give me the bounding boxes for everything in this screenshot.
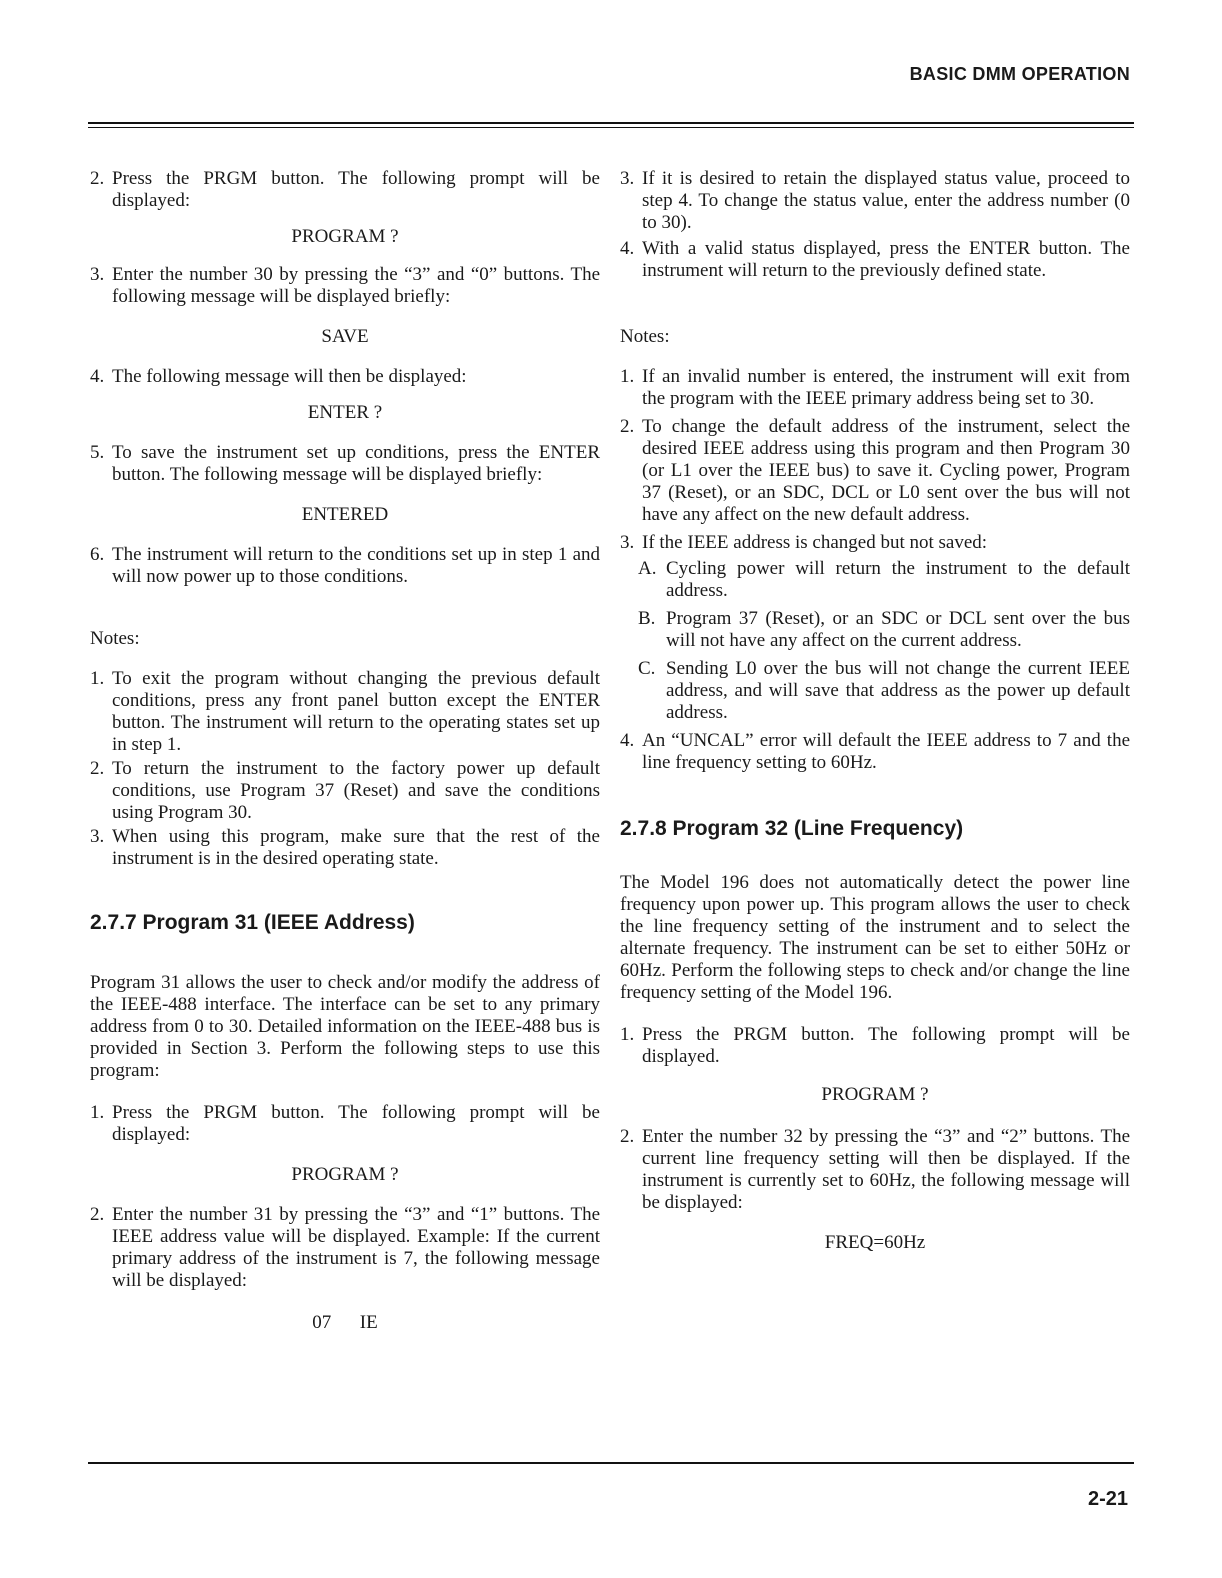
- paragraph: Program 31 allows the user to check and/or modify the address of the IEEE-488 interface. The interface can be set to any primary address from 0 to 30. Detailed information on the IEEE-488 bus is provided in Section 3. Perform the following steps to use this program:: [90, 972, 600, 1081]
- note-2: 2. To return the instrument to the factory power up default conditions, use Program 37 (Reset) and save the conditions using Program 30.: [90, 758, 600, 823]
- note-3: 3. When using this program, make sure that the rest of the instrument is in the desired operating state.: [90, 826, 600, 869]
- note-2: 2. To change the default address of the instrument, select the desired IEEE address using this program and then Program 30 (or L1 over the IEEE bus) to save it. Cycling power, Program 37 (Reset), or an SDC, DCL or L0 sent over the bus will not have any affect on the new default address.: [620, 416, 1130, 525]
- step-3: 3. Enter the number 30 by pressing the “3” and “0” buttons. The following message will be displayed briefly:: [90, 264, 600, 307]
- section-heading: 2.7.8 Program 32 (Line Frequency): [620, 817, 964, 840]
- header-rule: [88, 122, 1134, 124]
- p31-step-2: 2. Enter the number 31 by pressing the “3” and “1” buttons. The IEEE address value will be displayed. Example: If the current primary address of the instrument is 7, the following message will be displayed:: [90, 1204, 600, 1291]
- page-number: 2-21: [1087, 1488, 1128, 1510]
- paragraph: The Model 196 does not automatically detect the power line frequency upon power up. This program allows the user to check the line frequency setting of the instrument and to select the alternate frequency. The instrument can be set to either 50Hz or 60Hz. Perform the following steps to check and/or change the line frequency setting of the Model 196.: [620, 872, 1130, 1003]
- note-1: 1. If an invalid number is entered, the instrument will exit from the program with the IEEE primary address being set to 30.: [620, 366, 1130, 409]
- p31-step-1: 1. Press the PRGM button. The following prompt will be displayed:: [90, 1102, 600, 1145]
- step-2: 2. Press the PRGM button. The following prompt will be displayed:: [90, 168, 600, 211]
- display-message: ENTER ?: [307, 402, 383, 423]
- left-column: [90, 168, 600, 1350]
- notes-label: Notes:: [620, 326, 670, 347]
- step-6: 6. The instrument will return to the conditions set up in step 1 and will now power up to those conditions.: [90, 544, 600, 587]
- display-message: SAVE: [321, 326, 369, 347]
- right-column: [620, 168, 1130, 1270]
- footer-rule: [88, 1462, 1134, 1464]
- p31-step-3: 3. If it is desired to retain the displayed status value, proceed to step 4. To change the status value, enter the address number (0 to 30).: [620, 168, 1130, 233]
- display-message: ENTERED: [301, 504, 389, 525]
- display-message: PROGRAM ?: [291, 226, 399, 247]
- note-3-b: B. Program 37 (Reset), or an SDC or DCL sent over the bus will not have any affect on the current address.: [638, 608, 1130, 651]
- p32-step-2: 2. Enter the number 32 by pressing the “3” and “2” buttons. The current line frequency setting will then be displayed. If the instrument is currently set to 60Hz, the following message will be displayed:: [620, 1126, 1130, 1213]
- step-4: 4. The following message will then be displayed:: [90, 366, 467, 387]
- header-rule-thin: [88, 127, 1134, 128]
- notes-label: Notes:: [90, 628, 140, 649]
- note-3-c: C. Sending L0 over the bus will not change the current IEEE address, and will save that address as the power up default address.: [638, 658, 1130, 723]
- display-message: FREQ=60Hz: [824, 1232, 926, 1253]
- note-4: 4. An “UNCAL” error will default the IEEE address to 7 and the line frequency setting to 60Hz.: [620, 730, 1130, 773]
- note-3: 3. If the IEEE address is changed but not saved:: [620, 532, 988, 553]
- display-message: 07 IE: [312, 1312, 378, 1333]
- note-3-a: A. Cycling power will return the instrument to the default address.: [638, 558, 1130, 601]
- display-message: PROGRAM ?: [291, 1164, 399, 1185]
- note-1: 1. To exit the program without changing the previous default conditions, press any front panel button except the ENTER button. The instrument will return to the operating states set up in step 1.: [90, 668, 600, 755]
- step-5: 5. To save the instrument set up conditions, press the ENTER button. The following message will be displayed briefly:: [90, 442, 600, 485]
- p31-step-4: 4. With a valid status displayed, press the ENTER button. The instrument will return to the previously defined state.: [620, 238, 1130, 281]
- p32-step-1: 1. Press the PRGM button. The following prompt will be displayed.: [620, 1024, 1130, 1067]
- section-heading: 2.7.7 Program 31 (IEEE Address): [90, 911, 415, 934]
- running-header: BASIC DMM OPERATION: [909, 64, 1130, 84]
- display-message: PROGRAM ?: [821, 1084, 929, 1105]
